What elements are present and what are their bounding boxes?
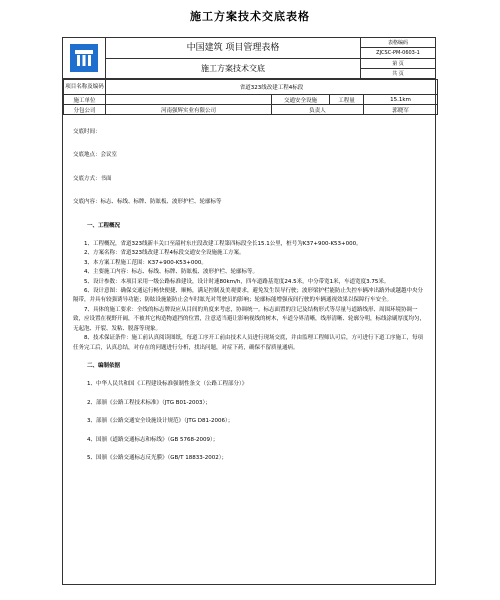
list-item: 1、中华人民共和国《工程建设标准强制性条文（公路工程部分）》 (87, 381, 248, 388)
list-item: 5、国颁《公路交通标志反光膜》（GB/T 18833-2002）； (87, 454, 227, 461)
list-item: 8、技术保证条件：施工前认真阅读图纸，每道工序开工前由技术人员进行现场交底，并由监理工程师认可后，方可进行下道工序施工，每项任务完工后，认真总结，对存在的问题进行分析，找出问题，对症下药，确保不留质量通病。 (73, 335, 424, 351)
responsible-value: 郭晓军 (364, 105, 438, 115)
quantity-label: 工程量 (330, 95, 364, 105)
document-name: 施工方案技术交底 (201, 64, 265, 73)
form-code: ZJCSC-PM-0603-1 (361, 48, 435, 58)
list-item: 2、部颁《公路工程技术标准》（JTG B01-2003）； (87, 399, 211, 406)
disclosure-form (62, 37, 436, 585)
category-value: 交通安全设施 (272, 95, 330, 105)
page-title: 施工方案技术交底表格 (190, 10, 310, 23)
contractor-label: 施工单位 (64, 95, 106, 105)
disclosure-content: 交底内容：标志、标线、标牌、防眩板、波形护栏、轮廓标等 (73, 199, 222, 206)
header-codes (361, 38, 435, 78)
list-item: 4、国颁《道路交通标志和标线》（GB 5768-2009）； (87, 436, 219, 443)
list-item: 1、工程概况，省道323线新丰关口至韶村东庄段改建工程第四标段全长15.1公里，桩号为K37+900-K53+000。 (84, 241, 362, 248)
disclosure-place: 交底地点：会议室 (73, 152, 118, 159)
project-name-label: 项目名称及编码 (64, 80, 106, 95)
company-logo (70, 44, 98, 72)
header-titles (106, 38, 361, 78)
list-item: 3、本方案工程施工范围：K37+900-K53+000。 (84, 259, 207, 266)
section-basis-title: 二、编制依据 (87, 362, 121, 369)
list-item: 6、设计意图：确保交通运行畅快便捷、顺畅，满足控制及美观要求，避免发生误导行驶；波形梁护栏能防止失控车辆冲出路外或越越中央分隔带，并具有较强诱导功能；防眩设施能防止会车时眩光对驾驶员的影响；轮廓标能增强夜间行驶的车辆通视效果以保障行车安全。 (73, 288, 424, 304)
project-name-value: 省道323线改建工程4标段 (106, 80, 438, 95)
form-header (63, 38, 435, 79)
list-item: 4、主要施工内容：标志、标线、标牌、防眩板、波形护栏、轮廓标等。 (84, 269, 259, 276)
subcontractor-label: 分包公司 (64, 105, 106, 115)
logo-cell (63, 38, 106, 78)
page-number: 第 页 (361, 59, 435, 69)
disclosure-time: 交底时间： (73, 129, 101, 135)
project-info-table (63, 79, 438, 115)
list-item: 3、部颁《公路交通安全设施设计规范》（JTG D81-2006）； (87, 418, 234, 425)
table-row (64, 105, 438, 115)
responsible-label: 负责人 (272, 105, 364, 115)
disclosure-body (63, 115, 435, 463)
list-item: 2、方案名称：省道323线改建工程4标段交通安全设施施工方案。 (84, 250, 245, 257)
disclosure-method: 交底方式：书面 (73, 175, 112, 182)
contractor-value (106, 95, 272, 105)
section-overview-title: 一、工程概况 (87, 222, 121, 229)
page-total: 共 页 (392, 70, 404, 77)
table-row (64, 95, 438, 105)
list-item: 5、设计参数：本项目采用一级公路标准建设，设计时速80km/h，四车道路基宽度24.5米，中分带宽1米，车道宽度3.75米。 (84, 278, 390, 285)
list-item: 7、具体的施工要求：全线的标志牌设应从目间的角度来考虑，协调统一。标志面置的注记及结构形式等尽量与道路线形、周围环境协调一致，应设置在视野开阔，不被其它构造物遮挡的位置，注意适当避让影响视线的树木，车道分界清晰，线形清晰、轮廓分明，标线涂刷厚度均匀，无起泡、开裂、发粘、脱落等现象。 (73, 306, 426, 332)
form-code-label: 表格编码 (361, 38, 435, 48)
table-row (64, 80, 438, 95)
quantity-value: 15.1km (364, 95, 438, 105)
subcontractor-value: 河南强辉实业有限公司 (106, 105, 272, 115)
org-title: 中国建筑 项目管理表格 (106, 38, 360, 59)
